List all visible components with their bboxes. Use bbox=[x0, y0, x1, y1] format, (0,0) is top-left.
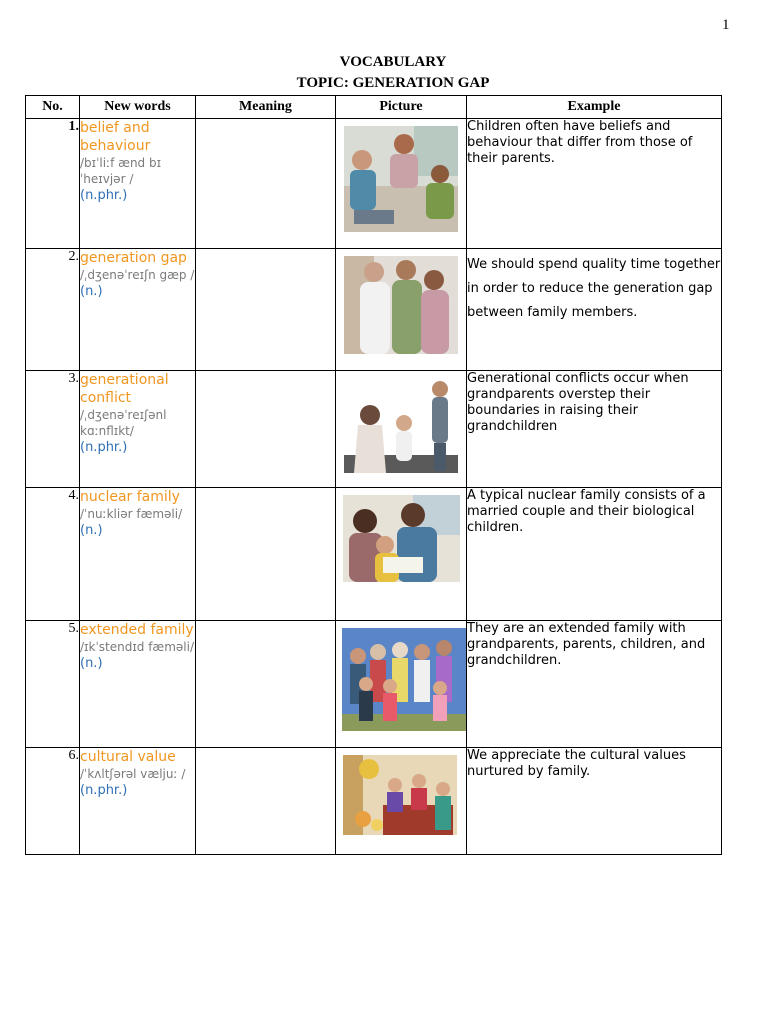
row-number: 3. bbox=[26, 371, 80, 488]
vocab-word: extended family bbox=[80, 622, 194, 638]
meaning-cell bbox=[196, 371, 336, 488]
phonetic-transcription: /ɪkˈstendɪd fæməli/ bbox=[80, 640, 194, 654]
header-new-words: New words bbox=[80, 96, 196, 119]
example-cell: Children often have beliefs and behaviour that differ from those of their parents. bbox=[467, 119, 722, 249]
word-cell bbox=[80, 371, 196, 488]
family-tet-celebration-image bbox=[343, 755, 457, 835]
example-cell: A typical nuclear family consists of a married couple and their biological children. bbox=[467, 488, 722, 621]
picture-cell bbox=[336, 249, 467, 371]
parents-reading-with-child-image bbox=[343, 495, 460, 582]
table-row bbox=[26, 748, 722, 855]
large-family-group-outdoors-image bbox=[342, 628, 466, 731]
picture-cell bbox=[336, 488, 467, 621]
table-row bbox=[26, 488, 722, 621]
table-row bbox=[26, 119, 722, 249]
word-cell bbox=[80, 748, 196, 855]
row-number: 4. bbox=[26, 488, 80, 621]
picture-cell bbox=[336, 119, 467, 249]
row-number: 2. bbox=[26, 249, 80, 371]
phonetic-transcription: /bɪˈliːf ænd bɪ ˈheɪvjər / bbox=[80, 156, 162, 186]
meaning-cell bbox=[196, 249, 336, 371]
part-of-speech: (n.phr.) bbox=[80, 440, 128, 455]
vocab-word: cultural value bbox=[80, 749, 176, 765]
header-meaning: Meaning bbox=[196, 96, 336, 119]
phonetic-transcription: /ˈkʌltʃərəl væljuː / bbox=[80, 767, 186, 781]
table-row bbox=[26, 249, 722, 371]
table-row bbox=[26, 621, 722, 748]
vocab-word: belief and behaviour bbox=[80, 120, 151, 154]
picture-cell bbox=[336, 621, 467, 748]
word-cell bbox=[80, 621, 196, 748]
phonetic-transcription: /ˈnuːkliər fæməli/ bbox=[80, 507, 183, 521]
row-number: 5. bbox=[26, 621, 80, 748]
meaning-cell bbox=[196, 119, 336, 249]
word-cell bbox=[80, 119, 196, 249]
meaning-cell bbox=[196, 621, 336, 748]
meaning-cell bbox=[196, 488, 336, 621]
part-of-speech: (n.) bbox=[80, 656, 103, 671]
example-cell: We should spend quality time together in order to reduce the generation gap between family members. bbox=[467, 249, 722, 371]
page-title: VOCABULARY bbox=[339, 54, 447, 70]
header-no: No. bbox=[26, 96, 80, 119]
part-of-speech: (n.phr.) bbox=[80, 188, 128, 203]
family-talking-on-sofa-image bbox=[344, 126, 458, 232]
part-of-speech: (n.) bbox=[80, 523, 103, 538]
table-header-row bbox=[26, 96, 722, 119]
header-example: Example bbox=[467, 96, 722, 119]
picture-cell bbox=[336, 371, 467, 488]
example-cell: We appreciate the cultural values nurtured by family. bbox=[467, 748, 722, 855]
family-arguing-image bbox=[344, 379, 458, 473]
part-of-speech: (n.) bbox=[80, 284, 103, 299]
vocab-word: generational conflict bbox=[80, 372, 169, 406]
parents-with-teen-son-image bbox=[344, 256, 458, 354]
example-cell: They are an extended family with grandparents, parents, children, and grandchildren. bbox=[467, 621, 722, 748]
part-of-speech: (n.phr.) bbox=[80, 783, 128, 798]
vocab-word: generation gap bbox=[80, 250, 187, 266]
row-number: 1. bbox=[26, 119, 80, 249]
meaning-cell bbox=[196, 748, 336, 855]
row-number: 6. bbox=[26, 748, 80, 855]
page-number: 1 bbox=[722, 17, 730, 33]
example-cell: Generational conflicts occur when grandparents overstep their boundaries in raising their grandchildren bbox=[467, 371, 722, 488]
picture-cell bbox=[336, 748, 467, 855]
phonetic-transcription: /ˌdʒenəˈreɪʃn gæp / bbox=[80, 268, 195, 282]
vocab-word: nuclear family bbox=[80, 489, 180, 505]
topic-title: TOPIC: GENERATION GAP bbox=[296, 75, 490, 91]
word-cell bbox=[80, 249, 196, 371]
vocabulary-table bbox=[25, 95, 722, 855]
header-picture: Picture bbox=[336, 96, 467, 119]
table-row bbox=[26, 371, 722, 488]
word-cell bbox=[80, 488, 196, 621]
phonetic-transcription: /ˌdʒenəˈreɪʃənl kɑːnflɪkt/ bbox=[80, 408, 167, 438]
